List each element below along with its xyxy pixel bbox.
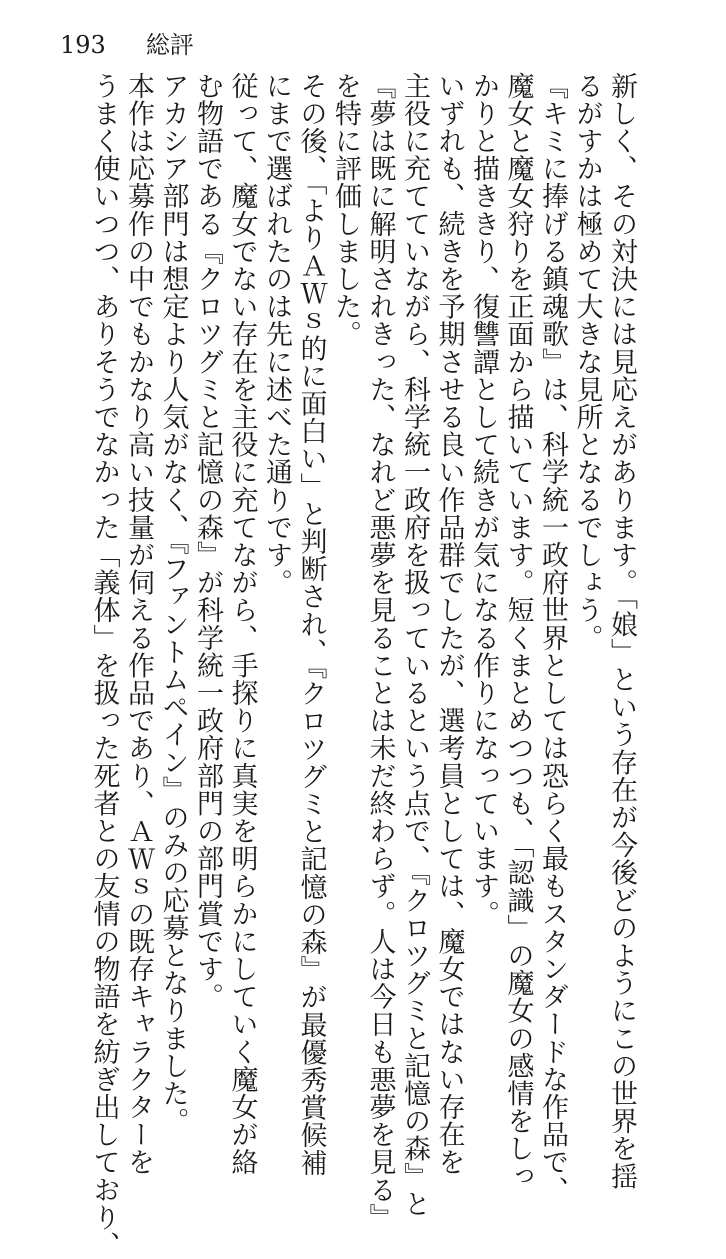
text-column: るがすかは極めて大きな見所となるでしょう。 (571, 72, 603, 652)
page-header (60, 30, 194, 60)
text-column: にまで選ばれたのは先に述べた通りです。 (261, 72, 292, 597)
text-column: を特に評価しました。 (330, 72, 361, 348)
page-number: 193 (60, 31, 106, 59)
text-column: 『キミに捧げる鎮魂歌』は、科学統一政府世界としては恐らく最もスタンダードな作品で、 (537, 72, 568, 1204)
text-column: 『夢は既に解明されきった、なれど悪夢を見ることは未だ終わらず。人は今日も悪夢を見る』 (364, 72, 396, 1232)
text-column: 新しく、その対決には見応えがあります。「娘」という存在が今後どのようにこの世界を揺 (606, 72, 637, 1191)
text-column: 主役に充てていながら、科学統一政府を扱っているという点で、『クロツグミと記憶の森』と (399, 72, 430, 1218)
text-column: その後、「よりＡＷｓ的に面白い」と判断され、『クロツグミと記憶の森』が最優秀賞候補 (295, 72, 327, 1177)
text-column: 魔女と魔女狩りを正面から描いています。短くまとめつつも、「認識」の魔女の感情をしっ (502, 72, 534, 1191)
text-column: 本作は応募作の中でもかなり高い技量が伺える作品であり、ＡＷｓの既存キャラクターを (123, 72, 154, 1176)
vertical-body-text (86, 72, 638, 1259)
text-column: アカシア部門は想定より人気がなく、『ファントムペイン』のみの応募となりました。 (157, 72, 189, 1135)
text-column: かりと描ききり、復讐譚として続きが気になる作りになっています。 (468, 72, 499, 928)
text-column: いずれも、続きを予期させる良い作品群でしたが、選考員としては、魔女ではない存在を (433, 72, 465, 1176)
text-column: うまく使いつつ、ありそうでなかった「義体」を扱った死者との友情の物語を紡ぎ出しており、 (88, 72, 120, 1259)
section-title: 総評 (145, 31, 194, 59)
text-column: む物語である『クロツグミと記憶の森』が科学統一政府部門の部門賞です。 (192, 72, 223, 1011)
text-column: 従って、魔女でない存在を主役に充てながら、手探りに真実を明らかにしていく魔女が絡 (226, 72, 258, 1176)
